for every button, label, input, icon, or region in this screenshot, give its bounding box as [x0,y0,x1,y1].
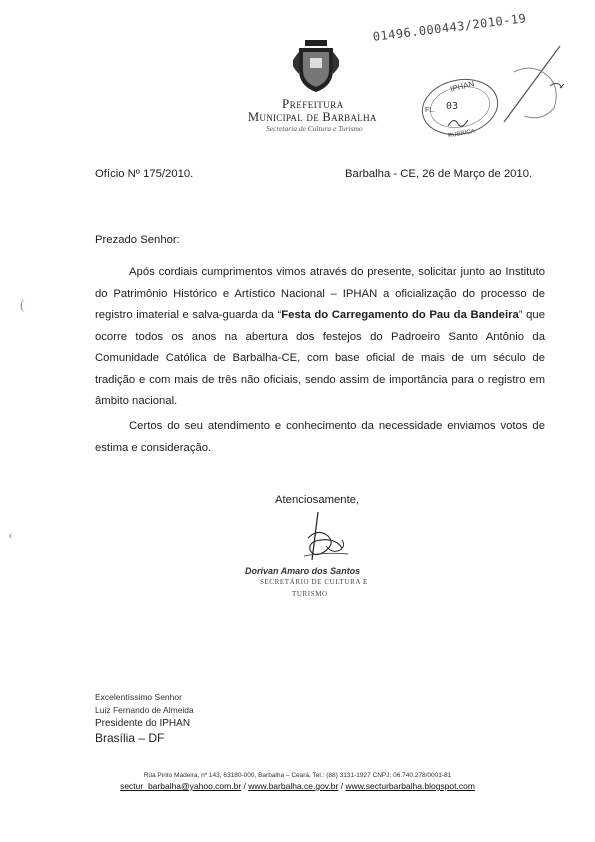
body-paragraph-1: Após cordiais cumprimentos vimos através do presente, solicitar junto ao Instituto do Patrimônio Histórico e Artístico Nacional – IPHAN a oficialização do processo de registro imaterial e salva-guarda da “Festa do Carregamento do Pau da Bandeira” que ocorre todos os anos na abertura dos festejos do Padroeiro Santo Antônio da Comunidade Católica de Barbalha-CE, com base oficial de mais de um século de tradição e com mais de três não oficiais, sendo assim de importância para o registro em âmbito nacional. [95,266,546,407]
addressee-name: Luiz Fernando de Almeida [95,705,194,715]
margin-mark: ( [20,298,25,313]
handwritten-signature [296,510,356,566]
letterhead-department: Secretaria de Cultura e Turismo [266,124,363,133]
signer-role-continued: TURISMO [292,590,328,598]
footer-email-link[interactable]: sectur_barbalha@yahoo.com.br [120,781,242,791]
handwritten-protocol-number: 01496.000443/2010-19 [372,11,528,44]
festival-name: Festa do Carregamento do Pau da Bandeira [281,309,519,321]
addressee-city: Brasília – DF [95,731,165,745]
municipal-crest-logo [291,40,341,94]
margin-mark: ‹ [8,528,13,543]
handwritten-scribble-mark [500,42,572,126]
letterhead-title: Prefeitura [282,96,344,111]
salutation: Prezado Senhor: [95,234,180,246]
footer-blog-link[interactable]: www.secturbarbalha.blogspot.com [345,781,475,791]
addressee-title: Excelentíssimo Senhor [95,692,182,702]
signer-role: SECRETÁRIO DE CULTURA E [260,578,368,586]
stamp-folio-number: 03 [446,101,459,112]
document-reference: Ofício Nº 175/2010. [95,168,194,180]
stamp-rubrica-label: RUBRICA [447,128,476,140]
footer-separator: / [241,781,249,791]
letterhead-subtitle: Municipal de Barbalha [248,110,377,124]
body-paragraph-2: Certos do seu atendimento e conhecimento da necessidade enviamos votos de estima e consideração. [95,420,545,454]
footer-address: Rua Pinto Madeira, nº 143, 63180-000, Barbalha – Ceará, Tel.: (88) 3131-1927 CNPJ: 06.740.278/0001-81 [143,772,452,779]
footer-separator: / [338,781,346,791]
stamp-folio-label: FL. [425,107,436,114]
closing-phrase: Atenciosamente, [275,494,360,506]
footer-contacts [0,781,595,791]
stamp-org-label: IPHAN [449,79,476,94]
addressee-position: Presidente do IPHAN [95,718,191,729]
footer-website-link[interactable]: www.barbalha.ce.gov.br [248,781,339,791]
signer-name: Dorivan Amaro dos Santos [245,566,361,576]
document-date: Barbalha - CE, 26 de Março de 2010. [345,168,533,180]
